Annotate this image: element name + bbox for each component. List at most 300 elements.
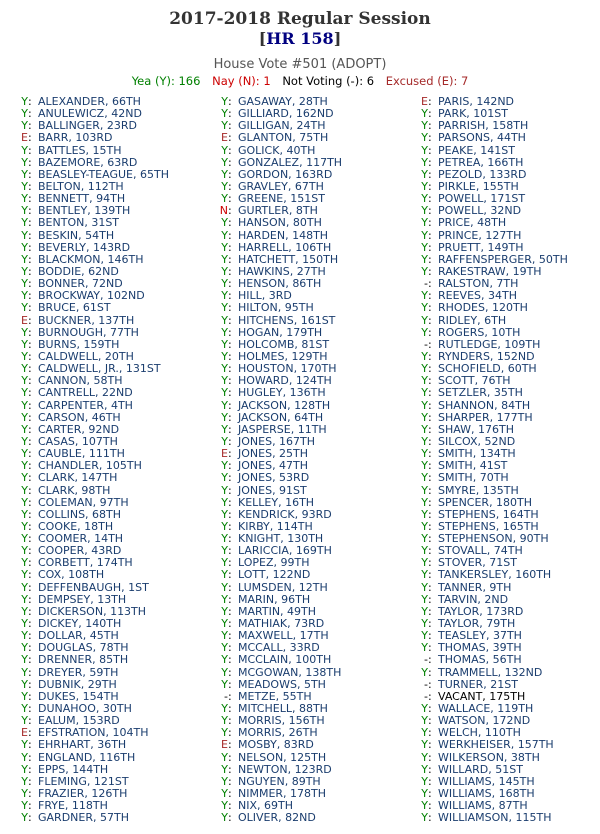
vote-code: Y [421, 811, 428, 825]
member-name-link[interactable]: RIDLEY, 6TH [438, 313, 507, 327]
member-name-link[interactable]: BALLINGER, 23RD [38, 119, 138, 133]
member-name-link[interactable]: SMITH, 134TH [438, 447, 516, 461]
member-name-link[interactable]: COLLINS, 68TH [38, 507, 122, 521]
vote-colon: : [428, 702, 432, 716]
bill-bracket-close: ] [333, 29, 342, 48]
member-name-link[interactable]: PARIS, 142ND [438, 95, 515, 108]
member-row [216, 812, 406, 824]
member-name-link[interactable]: NIX, 69TH [238, 799, 293, 813]
member-name-link[interactable]: PRUETT, 149TH [438, 240, 524, 254]
vote-colon: : [428, 665, 432, 679]
vote-code: Y [421, 702, 428, 716]
member-name-link[interactable]: MAXWELL, 17TH [238, 629, 329, 643]
vote-code: Y [21, 714, 28, 728]
vote-colon: : [428, 374, 432, 388]
vote-code: Y [221, 471, 228, 485]
member-row [416, 812, 600, 824]
member-name-link[interactable]: THOMAS, 39TH [438, 641, 522, 655]
vote-code: Y [421, 240, 428, 254]
vote-colon: : [228, 398, 232, 412]
vote-code: Y [21, 277, 28, 291]
vote-code: Y [221, 714, 228, 728]
member-name-link[interactable]: POWELL, 171ST [438, 192, 526, 206]
member-name-link[interactable]: JONES, 25TH [238, 447, 309, 461]
vote-colon: : [428, 179, 432, 193]
vote-code: - [424, 277, 428, 291]
member-name-link[interactable]: WERKHEISER, 157TH [438, 738, 554, 752]
member-name-link[interactable]: RALSTON, 7TH [438, 277, 519, 291]
member-name-link[interactable]: MCCLAIN, 100TH [238, 653, 332, 667]
member-name-link[interactable]: HARDEN, 148TH [238, 228, 329, 242]
member-name-link[interactable]: CLARK, 147TH [38, 471, 118, 485]
member-name-link[interactable]: SCHOFIELD, 60TH [438, 362, 537, 376]
member-name-link[interactable]: EHRHART, 36TH [38, 738, 127, 752]
member-name-link[interactable]: STEPHENS, 165TH [438, 519, 539, 533]
vote-code: Y [221, 107, 228, 121]
member-name-link[interactable]: GURTLER, 8TH [238, 204, 318, 218]
member-name-link[interactable]: WELCH, 110TH [438, 726, 521, 740]
member-name-link[interactable]: CANTRELL, 22ND [38, 386, 133, 400]
vote-code: Y [221, 422, 228, 436]
member-name-link[interactable]: GORDON, 163RD [238, 167, 333, 181]
member-name-link[interactable]: CARSON, 46TH [38, 410, 121, 424]
vote-colon: : [228, 410, 232, 424]
vote-code: Y [421, 107, 428, 121]
vote-code: Y [221, 665, 228, 679]
member-name-link[interactable]: SETZLER, 35TH [438, 386, 523, 400]
member-name-link[interactable]: JONES, 91ST [238, 483, 307, 497]
member-name-link[interactable]: LARICCIA, 169TH [238, 544, 332, 558]
vote-code: Y [21, 204, 28, 218]
member-name-link[interactable]: BATTLES, 15TH [38, 143, 122, 157]
member-name-link[interactable]: JASPERSE, 11TH [238, 422, 327, 436]
member-name-link[interactable]: BENNETT, 94TH [38, 192, 126, 206]
vote-code: Y [421, 179, 428, 193]
member-name-link[interactable]: REEVES, 34TH [438, 289, 517, 303]
member-name-link[interactable]: BODDIE, 62ND [38, 264, 119, 278]
vote-colon: : [428, 143, 432, 157]
member-name-link[interactable]: JACKSON, 128TH [238, 398, 331, 412]
vote-colon: : [28, 714, 32, 728]
vote-colon: : [428, 617, 432, 631]
member-name-link[interactable]: WALLACE, 119TH [438, 702, 534, 716]
member-name-link[interactable]: BUCKNER, 137TH [38, 313, 135, 327]
vote-colon: : [228, 240, 232, 254]
member-name-link[interactable]: PEAKE, 141ST [438, 143, 515, 157]
member-name-link[interactable]: KIRBY, 114TH [238, 519, 313, 533]
vote-code: Y [221, 325, 228, 339]
session-title: 2017-2018 Regular Session [169, 9, 431, 29]
member-name-link[interactable]: HOLMES, 129TH [238, 349, 328, 363]
member-name-link[interactable]: KELLEY, 16TH [238, 495, 315, 509]
member-name-link[interactable]: BRUCE, 61ST [38, 301, 111, 315]
member-name-link[interactable]: GASAWAY, 28TH [238, 95, 328, 108]
member-name-link[interactable]: CALDWELL, 20TH [38, 349, 134, 363]
member-name-link[interactable]: DICKEY, 140TH [38, 617, 122, 631]
member-name-link[interactable]: HENSON, 86TH [238, 277, 322, 291]
member-name-link[interactable]: FRAZIER, 126TH [38, 787, 128, 801]
vote-colon: : [28, 471, 32, 485]
bill-heading [0, 29, 600, 49]
member-name-link[interactable]: NIMMER, 178TH [238, 787, 327, 801]
member-name-link[interactable]: STOVALL, 74TH [438, 544, 523, 558]
vote-code: Y [21, 192, 28, 206]
vote-colon: : [28, 252, 32, 266]
member-name-link[interactable]: NEWTON, 123RD [238, 762, 332, 776]
member-name-link[interactable]: HITCHENS, 161ST [238, 313, 336, 327]
member-name-link[interactable]: MOSBY, 83RD [238, 738, 314, 752]
member-name-link[interactable]: PARRISH, 158TH [438, 119, 529, 133]
yea-total: Yea (Y): 166 [131, 74, 201, 88]
member-name-link[interactable]: DEFFENBAUGH, 1ST [38, 580, 149, 594]
vote-column-2 [216, 96, 406, 824]
vote-colon: : [428, 532, 432, 546]
vote-code: Y [421, 119, 428, 133]
vote-code: Y [221, 192, 228, 206]
vote-code: Y [21, 107, 28, 121]
vote-code: E [21, 726, 28, 740]
member-name-link[interactable]: MCGOWAN, 138TH [238, 665, 342, 679]
member-name-link[interactable]: STEPHENSON, 90TH [438, 532, 549, 546]
member-name-link[interactable]: BENTLEY, 139TH [38, 204, 131, 218]
member-name-link[interactable]: SPENCER, 180TH [438, 495, 533, 509]
member-name-link[interactable]: ENGLAND, 116TH [38, 750, 136, 764]
member-name-link[interactable]: JACKSON, 64TH [238, 410, 324, 424]
vote-colon: : [28, 532, 32, 546]
member-name-link[interactable]: BURNOUGH, 77TH [38, 325, 139, 339]
vote-code: - [224, 689, 228, 703]
vote-colon: : [428, 762, 432, 776]
member-name-link[interactable]: TRAMMELL, 132ND [438, 665, 543, 679]
member-name-link[interactable]: WILKERSON, 38TH [438, 750, 540, 764]
vote-code: Y [221, 811, 228, 825]
member-name-link[interactable]: GRAVLEY, 67TH [238, 179, 324, 193]
vote-colon: : [228, 617, 232, 631]
vote-code: Y [21, 264, 28, 278]
member-name-link[interactable]: EALUM, 153RD [38, 714, 120, 728]
vote-colon: : [228, 289, 232, 303]
member-name-link[interactable]: MORRIS, 156TH [238, 714, 325, 728]
vote-colon: : [428, 410, 432, 424]
member-name-link[interactable]: SHARPER, 177TH [438, 410, 533, 424]
member-name-link[interactable]: DUKES, 154TH [38, 689, 119, 703]
member-name-link: VACANT, 175TH [438, 689, 526, 703]
member-name-link[interactable]: TURNER, 21ST [438, 677, 518, 691]
member-name-link[interactable]: WILLARD, 51ST [438, 762, 523, 776]
vote-colon: : [228, 726, 232, 740]
member-name-link[interactable]: THOMAS, 56TH [438, 653, 522, 667]
member-name-link[interactable]: TEASLEY, 37TH [438, 629, 522, 643]
member-name-link[interactable]: MARIN, 96TH [238, 592, 311, 606]
member-name-link[interactable]: BEASLEY-TEAGUE, 65TH [38, 167, 169, 181]
member-name-link[interactable]: HOWARD, 124TH [238, 374, 332, 388]
vote-colon: : [228, 507, 232, 521]
vote-colon: : [428, 131, 432, 145]
vote-code: Y [421, 544, 428, 558]
vote-colon: : [428, 811, 432, 825]
member-name-link[interactable]: WILLIAMS, 145TH [438, 774, 535, 788]
member-name-link[interactable]: GILLIGAN, 24TH [238, 119, 326, 133]
member-name-link[interactable]: ALEXANDER, 66TH [38, 95, 141, 108]
member-name-link[interactable]: TANKERSLEY, 160TH [438, 568, 552, 582]
vote-colon: : [28, 641, 32, 655]
member-name-link[interactable]: COX, 108TH [38, 568, 105, 582]
member-name-link[interactable]: BLACKMON, 146TH [38, 252, 144, 266]
member-name-link[interactable]: EPPS, 144TH [38, 762, 109, 776]
member-name-link[interactable]: SMYRE, 135TH [438, 483, 519, 497]
vote-code: Y [221, 277, 228, 291]
vote-code: Y [21, 738, 28, 752]
vote-colon: : [428, 277, 432, 291]
member-name-link[interactable]: GONZALEZ, 117TH [238, 155, 343, 169]
vote-code: Y [421, 398, 428, 412]
member-name-link[interactable]: TANNER, 9TH [438, 580, 512, 594]
member-name-link[interactable]: ANULEWICZ, 42ND [38, 107, 142, 121]
member-name-link[interactable]: COOKE, 18TH [38, 519, 114, 533]
member-name-link[interactable]: WILLIAMS, 87TH [438, 799, 528, 813]
member-name-link[interactable]: WILLIAMS, 168TH [438, 787, 535, 801]
member-name-link[interactable]: NGUYEN, 89TH [238, 774, 321, 788]
member-name-link[interactable]: COLEMAN, 97TH [38, 495, 129, 509]
member-name-link[interactable]: HARRELL, 106TH [238, 240, 332, 254]
member-name-link[interactable]: JONES, 53RD [238, 471, 310, 485]
member-name-link[interactable]: GOLICK, 40TH [238, 143, 316, 157]
member-name-link[interactable]: MCCALL, 33RD [238, 641, 320, 655]
vote-code: Y [421, 568, 428, 582]
member-name-link[interactable]: HOGAN, 179TH [238, 325, 323, 339]
member-name-link[interactable]: DUNAHOO, 30TH [38, 702, 132, 716]
member-name-link[interactable]: BROCKWAY, 102ND [38, 289, 145, 303]
member-name-link[interactable]: CLARK, 98TH [38, 483, 111, 497]
vote-colon: : [28, 277, 32, 291]
member-name-link[interactable]: BENTON, 31ST [38, 216, 120, 230]
vote-colon: : [28, 216, 32, 230]
vote-colon: : [28, 264, 32, 278]
member-name-link[interactable]: HUGLEY, 136TH [238, 386, 326, 400]
member-name-link[interactable]: MITCHELL, 88TH [238, 702, 328, 716]
member-name-link[interactable]: CORBETT, 174TH [38, 556, 133, 570]
member-name-link[interactable]: CANNON, 58TH [38, 374, 123, 388]
member-name-link[interactable]: PRICE, 48TH [438, 216, 507, 230]
vote-code: Y [421, 131, 428, 145]
member-name-link[interactable]: CARPENTER, 4TH [38, 398, 133, 412]
member-name-link[interactable]: HATCHETT, 150TH [238, 252, 339, 266]
vote-code: Y [421, 750, 428, 764]
vote-colon: : [28, 617, 32, 631]
vote-colon: : [428, 167, 432, 181]
member-name-link[interactable]: GREENE, 151ST [238, 192, 325, 206]
member-name-link[interactable]: DREYER, 59TH [38, 665, 119, 679]
member-name-link[interactable]: BAZEMORE, 63RD [38, 155, 138, 169]
member-name-link[interactable]: SMITH, 41ST [438, 459, 508, 473]
member-name-link[interactable]: JONES, 167TH [238, 434, 316, 448]
member-name-link[interactable]: SHAW, 176TH [438, 422, 515, 436]
vote-code: Y [421, 422, 428, 436]
vote-colon: : [28, 702, 32, 716]
member-name-link[interactable]: STOVER, 71ST [438, 556, 517, 570]
member-name-link[interactable]: CASAS, 107TH [38, 434, 118, 448]
member-name-link[interactable]: SILCOX, 52ND [438, 434, 516, 448]
member-name-link[interactable]: LUMSDEN, 12TH [238, 580, 328, 594]
vote-code: Y [221, 289, 228, 303]
vote-code: Y [221, 252, 228, 266]
member-name-link[interactable]: JONES, 47TH [238, 459, 309, 473]
member-name-link[interactable]: CARTER, 92ND [38, 422, 120, 436]
member-name-link[interactable]: OLIVER, 82ND [238, 811, 316, 825]
vote-colon: : [228, 204, 232, 218]
vote-colon: : [428, 252, 432, 266]
vote-code: Y [221, 143, 228, 157]
member-name-link[interactable]: HILTON, 95TH [238, 301, 314, 315]
member-name-link[interactable]: BONNER, 72ND [38, 277, 123, 291]
vote-code: Y [221, 519, 228, 533]
vote-code: Y [221, 629, 228, 643]
member-name-link[interactable]: RAFFENSPERGER, 50TH [438, 252, 568, 266]
vote-code: Y [21, 702, 28, 716]
vote-code: Y [421, 362, 428, 376]
member-name-link[interactable]: WATSON, 172ND [438, 714, 531, 728]
member-name-link[interactable]: DOLLAR, 45TH [38, 629, 119, 643]
vote-code: Y [221, 155, 228, 169]
vote-colon: : [228, 665, 232, 679]
vote-colon: : [28, 240, 32, 254]
member-name-link[interactable]: HOUSTON, 170TH [238, 362, 337, 376]
vote-code: Y [21, 337, 28, 351]
vote-code: Y [421, 410, 428, 424]
member-name-link[interactable]: HANSON, 80TH [238, 216, 322, 230]
member-name-link[interactable]: GARDNER, 57TH [38, 811, 129, 825]
member-name-link[interactable]: EFSTRATION, 104TH [38, 726, 149, 740]
member-name-link[interactable]: BELTON, 112TH [38, 179, 124, 193]
member-name-link[interactable]: HILL, 3RD [238, 289, 292, 303]
member-name-link[interactable]: COOMER, 14TH [38, 532, 124, 546]
member-name-link[interactable]: GLANTON, 75TH [238, 131, 329, 145]
member-name-link[interactable]: HAWKINS, 27TH [238, 264, 326, 278]
vote-colon: : [228, 714, 232, 728]
member-name-link[interactable]: DRENNER, 85TH [38, 653, 129, 667]
member-name-link[interactable]: PARK, 101ST [438, 107, 509, 121]
vote-colon: : [228, 459, 232, 473]
member-name-link[interactable]: PARSONS, 44TH [438, 131, 526, 145]
member-name-link[interactable]: TAYLOR, 79TH [438, 617, 516, 631]
vote-colon: : [428, 107, 432, 121]
vote-colon: : [28, 519, 32, 533]
member-name-link[interactable]: LOTT, 122ND [238, 568, 311, 582]
member-name-link[interactable]: ROGERS, 10TH [438, 325, 521, 339]
vote-colon: : [28, 422, 32, 436]
member-name-link[interactable]: CALDWELL, JR., 131ST [38, 362, 161, 376]
member-name-link[interactable]: CAUBLE, 111TH [38, 447, 125, 461]
member-name-link[interactable]: MARTIN, 49TH [238, 604, 317, 618]
vote-colon: : [228, 544, 232, 558]
member-name-link[interactable]: DEMPSEY, 13TH [38, 592, 127, 606]
vote-colon: : [28, 107, 32, 121]
vote-code: Y [421, 192, 428, 206]
vote-colon: : [228, 179, 232, 193]
vote-code: Y [21, 374, 28, 388]
member-name-link[interactable]: RYNDERS, 152ND [438, 349, 535, 363]
member-name-link[interactable]: TAYLOR, 173RD [438, 604, 524, 618]
vote-code: Y [221, 398, 228, 412]
member-name-link[interactable]: BEVERLY, 143RD [38, 240, 131, 254]
vote-code: Y [421, 665, 428, 679]
vote-column-1 [16, 96, 206, 824]
member-name-link[interactable]: RHODES, 120TH [438, 301, 528, 315]
member-name-link[interactable]: TARVIN, 2ND [438, 592, 509, 606]
member-name-link[interactable]: COOPER, 43RD [38, 544, 122, 558]
vote-colon: : [428, 447, 432, 461]
vote-code: Y [221, 301, 228, 315]
vote-code: Y [221, 592, 228, 606]
member-name-link[interactable]: SCOTT, 76TH [438, 374, 511, 388]
vote-colon: : [228, 702, 232, 716]
member-name-link[interactable]: BURNS, 159TH [38, 337, 120, 351]
member-name-link[interactable]: WILLIAMSON, 115TH [438, 811, 552, 825]
vote-colon: : [28, 762, 32, 776]
vote-code: Y [21, 774, 28, 788]
member-name-link[interactable]: DICKERSON, 113TH [38, 604, 147, 618]
vote-colon: : [28, 289, 32, 303]
member-name-link[interactable]: PRINCE, 127TH [438, 228, 522, 242]
member-name-link[interactable]: GILLIARD, 162ND [238, 107, 334, 121]
member-row [16, 812, 206, 824]
vote-colon: : [28, 301, 32, 315]
vote-code: Y [221, 726, 228, 740]
vote-colon: : [428, 204, 432, 218]
vote-code: Y [221, 95, 228, 108]
vote-code: Y [21, 604, 28, 618]
member-name-link[interactable]: SHANNON, 84TH [438, 398, 531, 412]
member-name-link[interactable]: DOUGLAS, 78TH [38, 641, 129, 655]
member-name-link[interactable]: PIRKLE, 155TH [438, 179, 519, 193]
member-name-link[interactable]: NELSON, 125TH [238, 750, 327, 764]
member-name-link[interactable]: SMITH, 70TH [438, 471, 509, 485]
vote-code: Y [421, 762, 428, 776]
vote-colon: : [228, 155, 232, 169]
member-name-link[interactable]: BESKIN, 54TH [38, 228, 115, 242]
vote-code: Y [421, 519, 428, 533]
member-name-link[interactable]: KNIGHT, 130TH [238, 532, 324, 546]
member-name-link[interactable]: MORRIS, 26TH [238, 726, 318, 740]
vote-code: E [221, 738, 228, 752]
member-name-link[interactable]: DUBNIK, 29TH [38, 677, 117, 691]
member-name-link[interactable]: MATHIAK, 73RD [238, 617, 325, 631]
vote-colon: : [228, 422, 232, 436]
vote-colon: : [28, 459, 32, 473]
vote-colon: : [28, 374, 32, 388]
member-name-link[interactable]: MEADOWS, 5TH [238, 677, 326, 691]
member-name-link[interactable]: LOPEZ, 99TH [238, 556, 310, 570]
vote-code: Y [221, 787, 228, 801]
member-name-link[interactable]: BARR, 103RD [38, 131, 113, 145]
member-name-link[interactable]: HOLCOMB, 81ST [238, 337, 330, 351]
vote-title: House Vote #501 (ADOPT) [213, 57, 387, 72]
member-name-link[interactable]: METZE, 55TH [238, 689, 312, 703]
vote-colon: : [228, 568, 232, 582]
member-name-link[interactable]: FRYE, 118TH [38, 799, 108, 813]
member-name-link[interactable]: RAKESTRAW, 19TH [438, 264, 542, 278]
member-name-link[interactable]: KENDRICK, 93RD [238, 507, 332, 521]
bill-link[interactable]: HR 158 [266, 29, 334, 48]
member-name-link[interactable]: POWELL, 32ND [438, 204, 522, 218]
member-name-link[interactable]: STEPHENS, 164TH [438, 507, 539, 521]
member-name-link[interactable]: PETREA, 166TH [438, 155, 524, 169]
member-name-link[interactable]: RUTLEDGE, 109TH [438, 337, 541, 351]
member-name-link[interactable]: PEZOLD, 133RD [438, 167, 527, 181]
member-name-link[interactable]: CHANDLER, 105TH [38, 459, 142, 473]
member-name-link[interactable]: FLEMING, 121ST [38, 774, 129, 788]
vote-code: E [21, 313, 28, 327]
